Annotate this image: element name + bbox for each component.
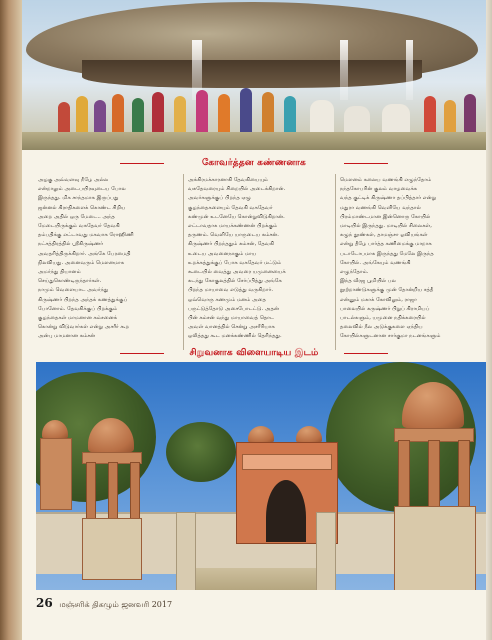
gate-post	[316, 512, 336, 590]
top-photo-caption: கோவர்த்தன கண்ணனாக	[202, 158, 306, 168]
caption-rule-right	[344, 353, 388, 354]
bottom-photo-caption: சிறுவனாக விளையாடிய இடம்	[189, 348, 319, 358]
govardhan-sculpture-photo	[22, 0, 486, 150]
chhatri-pillar	[428, 440, 440, 508]
small-shrine	[40, 438, 72, 510]
cow-figure	[310, 100, 334, 136]
page-binding-edge	[0, 0, 22, 640]
figure	[444, 100, 456, 136]
ground	[22, 132, 486, 150]
figure	[132, 98, 144, 136]
figure	[218, 94, 230, 136]
text-column-3: மௌனம் கலைய வணங்கி எழுந்தோம் நந்தகோபரின் குலம் வாழவைக்க வந்த குட்டிக் கிருஷ்ணா தப்பித்தார் என்று மதுரா வணங்கி வெளியே வந்தால் பிரம்மாண்டமான இன்னொரு கோயில் மாடியில் இருந்தது. மாடியில் சிலைகள், சுழுந் தூண்கள், தாமஞ்சா ஓவியங்கள் என்று தீழே பார்த்த கணிமைக்கு மாறாக படாடோபமாக இருந்தது மேலே இருந்த கோயில். அங்கேயும் வணங்கி எழுந்தோம். இந்த வீரஜ பூமியில் பல நூற்றாண்டுகளுக்கு முன் தோன்றிய சத்தீ என்னும் மகாக் கோவிலும், ராஜா பாலையில் கருஷ்ணர் பிறுப் கிராமியப் பாடல்களும், யமுனை நதிக்கரையில் தலைவில் நீல அடுக்குகளை ஏந்திய கோயில்களுடனான சார்குமா நடனங்களும்	[340, 177, 441, 340]
figure	[76, 96, 88, 136]
caption-rule-left	[120, 163, 164, 164]
chhatri-base	[394, 506, 476, 590]
tree	[166, 422, 236, 482]
page-footer	[36, 596, 172, 610]
magazine-issue: மஞ்சரிக் திகழும் ஜனவரி 2017	[59, 600, 173, 609]
caption-rule-left	[120, 353, 164, 354]
figure	[262, 92, 274, 136]
gate-dome	[248, 426, 274, 442]
figure	[58, 102, 70, 136]
page-number: 26	[36, 596, 53, 610]
figure	[464, 94, 476, 136]
figure	[174, 96, 186, 136]
caption-rule-right	[344, 163, 388, 164]
chhatri-pillar	[86, 462, 96, 520]
pathway	[196, 568, 316, 590]
column-divider	[183, 174, 184, 350]
text-column-2: அக்கிரமக்காரனாகி தேவகியையும் வசுதேவரையும் சிறையில் அடைக்கிறான். அவர்களுக்குப் பிறந்த ஏழு குழந்தைகளையும் தேவகி வசுதேவர் கண்முன் உடனேயே கொன்றுவிடுகிறான். எட்டாவதாக மாயக்கண்ணன் பிறக்கும் தருணம். வெளியே யாருடைய கம்சன். கிருஷ்ணர் பிறந்ததும் கம்சன், தேவகி உடைய அவனைநாகும் மாய உறக்கத்துக்குப் போக வசுதேவர் மட்டும் கூடையில் வைத்து அவரை யமுனையைக் கடந்து கோகுலத்தில் சேர்ப்பித்து அங்கே பிறந்த மாயாவை எடுத்து வருகிறார். ஒவ்வொரு கணமும் மனம் அதை பருட்டுத்தோடு அசைபோடட்டு. அதன் பின் கம்சன் வந்து மாயாவைத் தொட அவள் வானத்தில் சென்று அசரீரியாக ஒலித்தது கூட மனக்கண்ணில் தெரிந்தது.	[188, 177, 286, 340]
chhatri-base	[82, 518, 142, 580]
figure	[112, 94, 124, 136]
figure	[424, 96, 436, 136]
figure	[196, 90, 208, 136]
sculpture-figures	[48, 86, 486, 136]
figure	[152, 92, 164, 136]
chhatri-pillar	[458, 440, 470, 508]
gate-post	[176, 512, 196, 590]
chhatri-pillar	[108, 462, 118, 520]
figure	[240, 88, 252, 136]
rock-underside	[82, 60, 422, 88]
temple-gate-photo	[36, 362, 486, 590]
krishna-figure	[284, 96, 296, 136]
figure	[94, 100, 106, 136]
text-column-1: அழகு அவ்வளவு நீழே அல்ல என்றாலும் அடைபயிரவுடைய போல இருந்தது. மிக சாந்தமாக இருப்பது ஜன்னல் கிராதிகளைக் கொண்ட சிறிய அறை அதில் ஒரு மேடை.. அந்த மேடையிருக்கும் வசுதேவர் தேவகி தம்பதிக்கு எட்டாவது மகவாக ரோஹிணி நட்சத்திரத்தில் ஸ்ரீகிருஷ்ணர் அவதரித்திருக்கிறார். அங்கே பேரமைதி நிலவியது. அனைவரும் மௌனமாக அமர்ந்து தியானம் செய்துகொண்டிருந்தார்கள். நாமும் வெளையாட அவர்ந்து கிருஷ்ணர் பிறந்த அந்தக் கணத்துக்குப் போனோம். தேவகிக்குப் பிறக்கும் குழந்தைகள் மாமனான கம்சனைக் கொன்று விடுவார்கள் என்று அசரீர் கூற அன்பு மாமனான கம்சன்	[38, 177, 134, 340]
chhatri-pillar	[398, 440, 410, 508]
page-right-edge	[486, 0, 492, 640]
gate-arcade	[242, 454, 332, 470]
chhatri-pillar	[130, 462, 140, 520]
gate-dome	[296, 426, 322, 442]
column-divider	[335, 174, 336, 350]
